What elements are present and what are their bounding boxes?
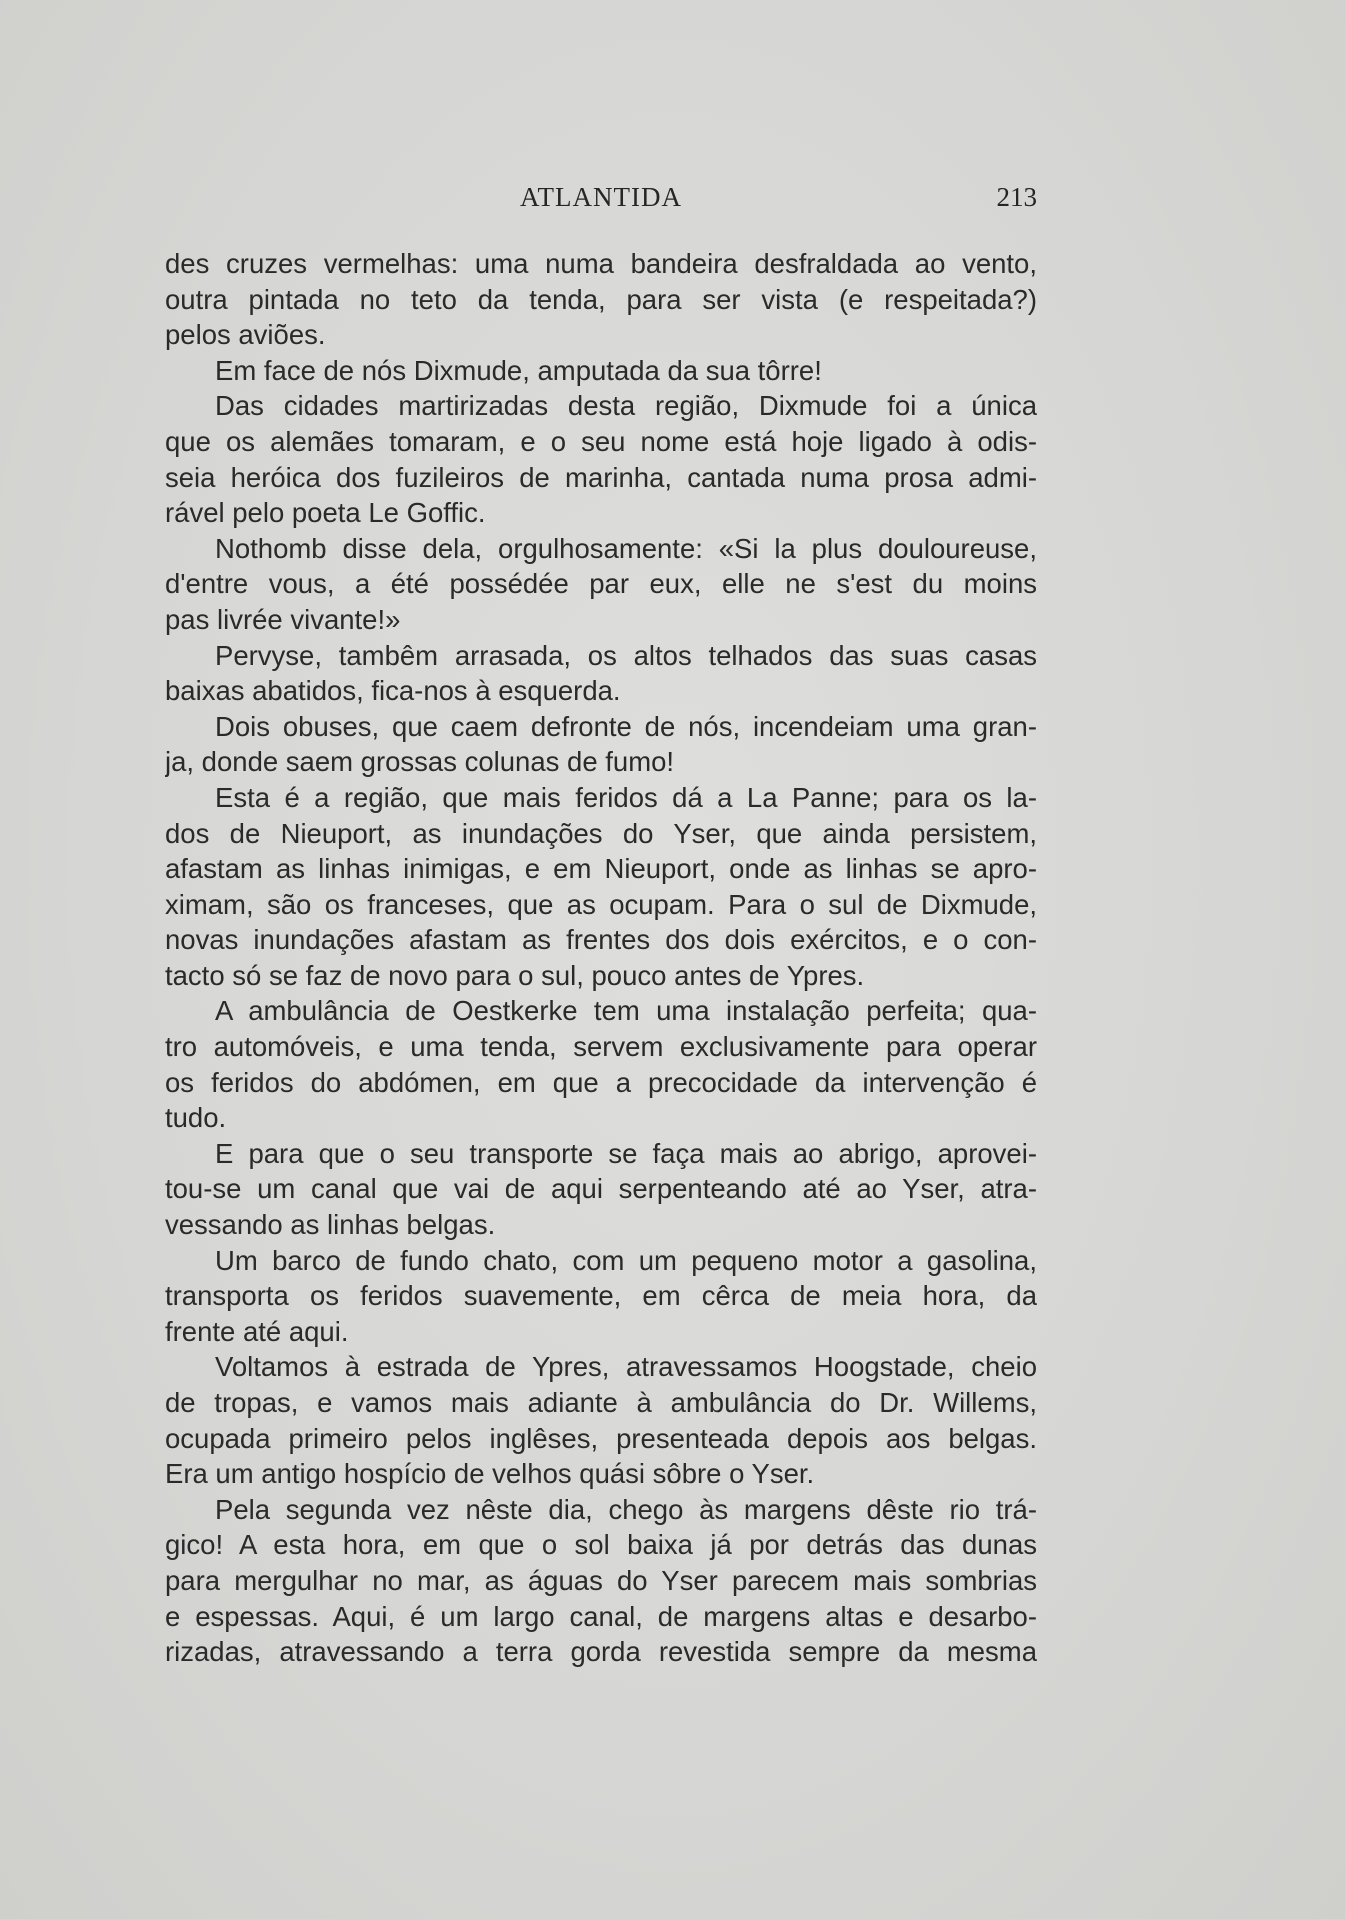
text-line: rável pelo poeta Le Goffic. — [165, 497, 486, 529]
text-line: pelos aviões. — [165, 319, 326, 351]
text-line: dos de Nieuport, as inundações do Yser, que ainda persistem, — [165, 817, 1037, 849]
text-line: ocupada primeiro pelos inglêses, presenteada depois aos belgas. — [165, 1422, 1037, 1454]
page-number: 213 — [996, 182, 1037, 212]
text-line: afastam as linhas inimigas, e em Nieuport, onde as linhas se apro- — [165, 853, 1037, 885]
text-line: pas livrée vivante!» — [165, 603, 401, 635]
text-line: Em face de nós Dixmude, amputada da sua tôrre! — [215, 354, 822, 386]
text-line: vessando as linhas belgas. — [165, 1209, 496, 1241]
text-line: transporta os feridos suavemente, em cêrca de meia hora, da — [165, 1280, 1037, 1312]
running-title: ATLANTIDA — [520, 182, 682, 212]
text-line: outra pintada no teto da tenda, para ser vista (e respeitada?) — [165, 283, 1037, 315]
text-line: Nothomb disse dela, orgulhosamente: «Si la plus douloureuse, — [215, 532, 1037, 564]
text-line: baixas abatidos, fica-nos à esquerda. — [165, 675, 621, 707]
text-line: que os alemães tomaram, e o seu nome está hoje ligado à odis- — [165, 425, 1037, 457]
text-line: d'entre vous, a été possédée par eux, elle ne s'est du moins — [165, 568, 1037, 600]
text-line: e espessas. Aqui, é um largo canal, de margens altas e desarbo- — [165, 1600, 1037, 1632]
text-line: Era um antigo hospício de velhos quási sôbre o Yser. — [165, 1458, 815, 1490]
text-line: A ambulância de Oestkerke tem uma instalação perfeita; qua- — [215, 995, 1037, 1027]
text-line: seia heróica dos fuzileiros de marinha, cantada numa prosa admi- — [165, 461, 1037, 493]
text-line: Esta é a região, que mais feridos dá a La Panne; para os la- — [215, 781, 1037, 813]
text-line: des cruzes vermelhas: uma numa bandeira desfraldada ao vento, — [165, 248, 1037, 279]
text-line: ximam, são os franceses, que as ocupam. Para o sul de Dixmude, — [165, 888, 1037, 920]
text-line: os feridos do abdómen, em que a precocidade da intervenção é — [165, 1066, 1037, 1098]
text-line: ja, donde saem grossas colunas de fumo! — [165, 746, 675, 778]
text-line: frente até aqui. — [165, 1315, 349, 1347]
text-line: rizadas, atravessando a terra gorda revestida sempre da mesma — [165, 1636, 1037, 1668]
text-line: Voltamos à estrada de Ypres, atravessamos Hoogstade, cheio — [215, 1351, 1037, 1383]
text-line: de tropas, e vamos mais adiante à ambulância do Dr. Willems, — [165, 1387, 1037, 1418]
text-line: Pervyse, tambêm arrasada, os altos telhados das suas casas — [215, 639, 1037, 671]
text-line: E para que o seu transporte se faça mais ao abrigo, aprovei- — [215, 1137, 1037, 1169]
text-line: novas inundações afastam as frentes dos dois exércitos, e o con- — [165, 924, 1037, 956]
text-line: Dois obuses, que caem defronte de nós, incendeiam uma gran- — [215, 710, 1037, 742]
text-line: gico! A esta hora, em que o sol baixa já por detrás das dunas — [165, 1529, 1037, 1561]
text-line: para mergulhar no mar, as águas do Yser parecem mais sombrias — [165, 1564, 1037, 1596]
text-line: tro automóveis, e uma tenda, servem exclusivamente para operar — [165, 1031, 1037, 1063]
page-header — [165, 182, 1037, 218]
body-text — [165, 246, 1037, 1670]
text-line: Pela segunda vez nêste dia, chego às margens dêste rio trá- — [215, 1493, 1037, 1525]
text-line: tou-se um canal que vai de aqui serpenteando até ao Yser, atra- — [165, 1173, 1037, 1205]
text-line: Das cidades martirizadas desta região, Dixmude foi a única — [215, 390, 1037, 422]
text-line: tacto só se faz de novo para o sul, pouco antes de Ypres. — [165, 959, 865, 991]
text-line: tudo. — [165, 1102, 227, 1134]
text-line: Um barco de fundo chato, com um pequeno motor a gasolina, — [215, 1244, 1037, 1276]
